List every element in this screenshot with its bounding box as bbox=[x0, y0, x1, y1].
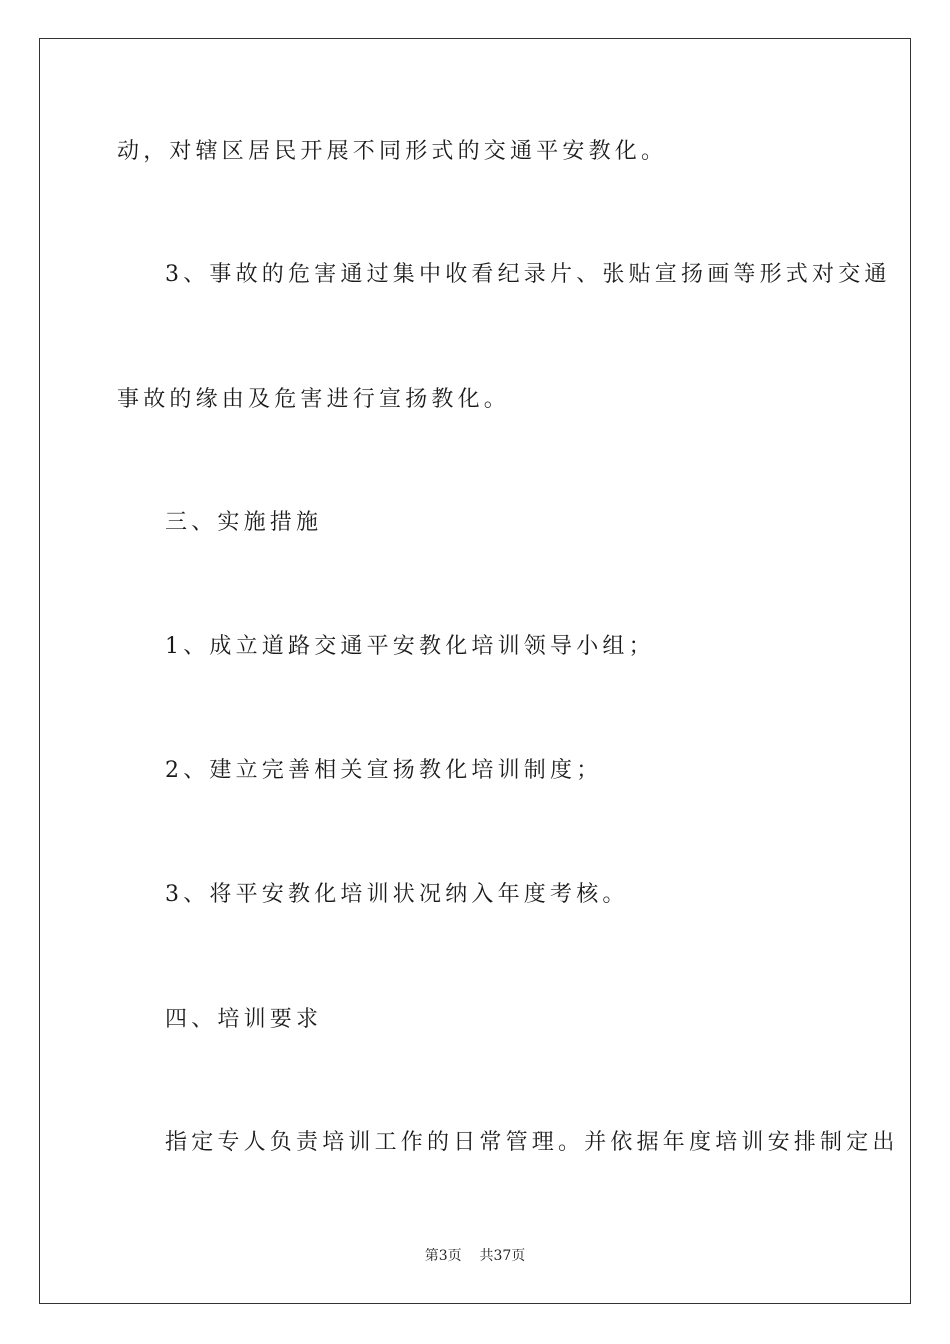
list-item-line: 2、建立完善相关宣扬教化培训制度； bbox=[165, 758, 603, 783]
paragraph-line: 动，对辖区居民开展不同形式的交通平安教化。 bbox=[117, 139, 668, 164]
list-item-line: 3、事故的危害通过集中收看纪录片、张贴宣扬画等形式对交通 bbox=[165, 262, 891, 287]
section-heading: 四、培训要求 bbox=[165, 1007, 323, 1032]
paragraph-line: 事故的缘由及危害进行宣扬教化。 bbox=[117, 387, 511, 412]
paragraph-line: 指定专人负责培训工作的日常管理。并依据年度培训安排制定出 bbox=[165, 1130, 899, 1155]
page-number-footer: 第3页 共37页 bbox=[424, 1248, 526, 1264]
list-item-line: 1、成立道路交通平安教化培训领导小组； bbox=[165, 634, 655, 659]
list-item-line: 3、将平安教化培训状况纳入年度考核。 bbox=[165, 882, 629, 907]
section-heading: 三、实施措施 bbox=[165, 510, 323, 535]
page-border bbox=[39, 38, 911, 1304]
